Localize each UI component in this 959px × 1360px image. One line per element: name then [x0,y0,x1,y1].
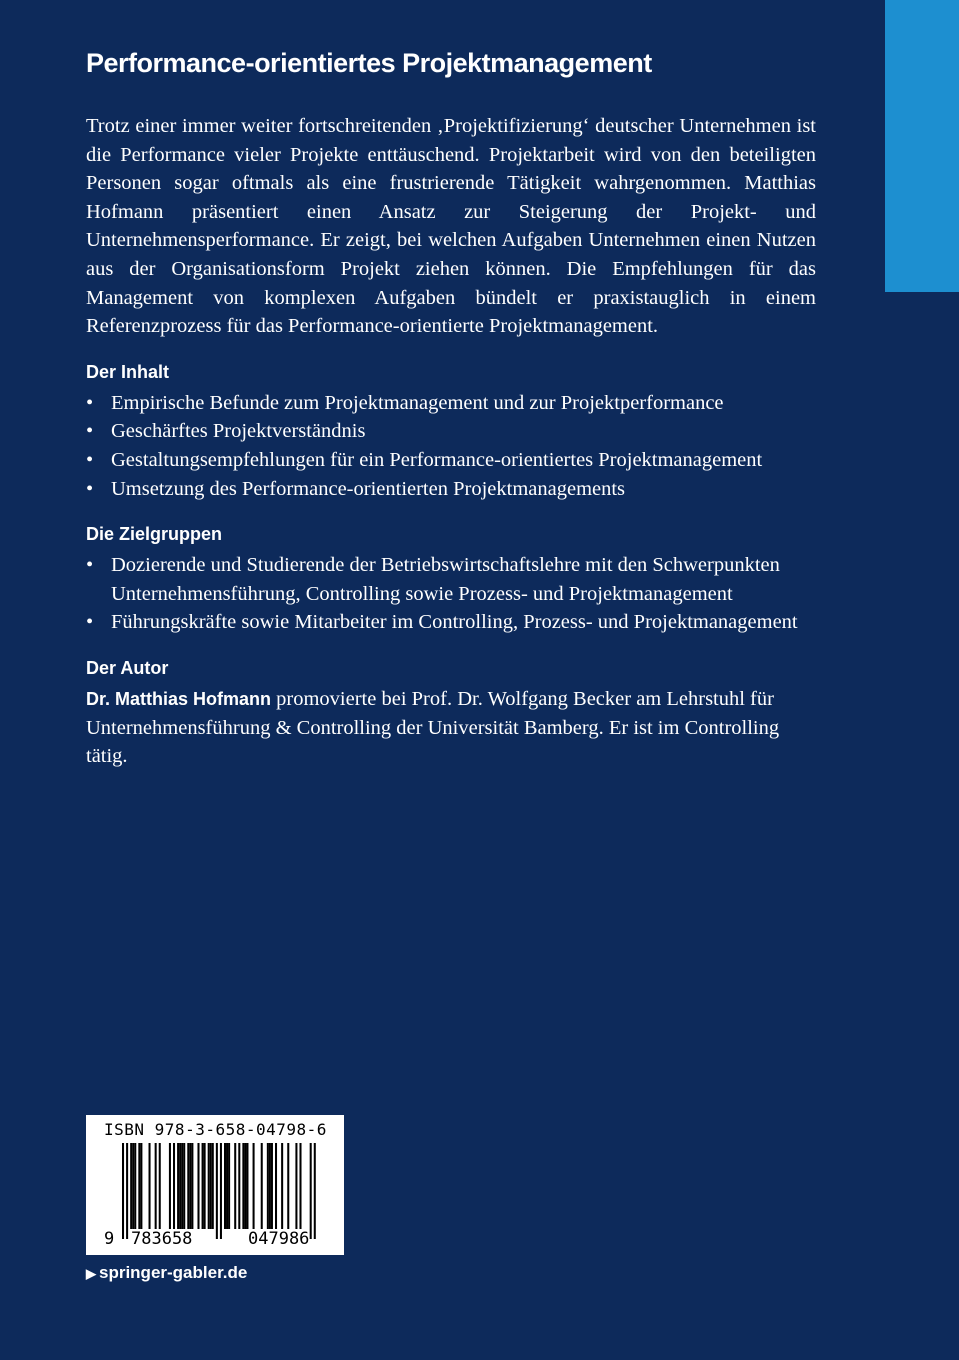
list-item: • Führungskräfte sowie Mitarbeiter im Controlling, Prozess- und Projektmanagement [86,608,816,637]
barcode-bar [177,1143,179,1229]
barcode-bar [212,1143,214,1229]
barcode-bar [228,1143,230,1229]
barcode-bar [281,1143,283,1229]
barcode-bar [181,1143,183,1229]
barcode-bar [210,1143,212,1229]
barcode-bar [242,1143,244,1229]
book-title: Performance-orientiertes Projektmanagement [86,48,652,78]
barcode-bar [287,1143,289,1229]
barcode-bar [169,1143,171,1229]
isbn-label: ISBN 978-3-658-04798-6 [104,1120,327,1139]
section-heading-inhalt: Der Inhalt [86,361,170,382]
barcode-bar [197,1143,199,1229]
barcode-bar [295,1143,297,1229]
barcode-bar [179,1143,181,1229]
barcode-bar [204,1143,206,1229]
spine-accent-bar [885,0,959,292]
barcode-bar [208,1143,210,1229]
barcode-bar [220,1143,222,1239]
barcode-bar [314,1143,316,1239]
barcode-bar [155,1143,157,1229]
list-item: • Gestaltungsempfehlungen für ein Performance-orientiertes Projektmanagement [86,446,816,475]
barcode-bar [271,1143,273,1229]
list-item: • Empirische Befunde zum Projektmanagement und zur Projektperformance [86,389,816,418]
bullet-icon: • [86,554,94,577]
bullet-icon: • [86,477,94,500]
back-cover-content [86,40,816,771]
bullet-icon: • [86,448,94,471]
barcode-bar [310,1143,312,1239]
barcode-bar [261,1143,263,1229]
ean-left-group: 783658 [131,1229,193,1249]
bullet-icon: • [86,611,94,634]
isbn-barcode [86,1115,344,1255]
barcode-bar [126,1143,128,1239]
author-name: Dr. Matthias Hofmann [86,688,272,709]
barcode-bar [253,1143,255,1229]
barcode-bar [191,1143,193,1229]
barcode-bar [189,1143,191,1229]
barcode-bar [159,1143,161,1229]
bullet-icon: • [86,420,94,443]
barcode-bar [234,1143,236,1229]
barcode-bar [275,1143,277,1229]
section-heading-zielgruppen: Die Zielgruppen [86,524,223,545]
zielgruppen-list [86,551,816,637]
barcode-bar [269,1143,271,1229]
barcode-bar [238,1143,240,1229]
list-item: • Dozierende und Studierende der Betriebswirtschaftslehre mit den Schwerpunkten Unternehmensführung, Controlling sowie Prozess- und Projektmanagement [86,551,816,608]
barcode-bar [202,1143,204,1229]
barcode-bar [149,1143,151,1229]
ean-first-digit: 9 [104,1229,115,1249]
list-item: • Geschärftes Projektverständnis [86,417,816,446]
barcode-bar [132,1143,134,1229]
barcode-bar [140,1143,142,1229]
barcode-bar [130,1143,132,1229]
barcode-bar [173,1143,175,1229]
barcode-bar [138,1143,140,1229]
barcode-bar [244,1143,246,1229]
author-bio: Dr. Matthias Hofmann promovierte bei Prof. Dr. Wolfgang Becker am Lehrstuhl für Unternehmensführung & Controlling der Universität Bamberg. Er ist im Controlling tätig. [86,687,780,768]
intro-paragraph: Trotz einer immer weiter fortschreitenden ‚Projektifizierung‘ deutscher Unternehmen ist die Performance vieler Projekte enttäuschend. Projektarbeit wird von den beteiligten Personen sogar oftmals als eine frustrierende Tätigkeit wahrgenommen. Matthias Hofmann präsentiert einen Ansatz zur Steigerung der Projekt- und Unternehmensperformance. Er zeigt, bei welchen Aufgaben Unternehmen einen Nutzen aus der Organisationsform Projekt ziehen können. Die Empfehlungen für das Management von komplexen Aufgaben bündelt er praxistauglich in einem Referenzprozess für das Performance-orientierte Projektmanagement. [86,115,816,338]
barcode-bar [216,1143,218,1239]
barcode-bar [267,1143,269,1229]
barcode-bar [134,1143,136,1229]
publisher-url: springer-gabler.de [99,1263,248,1282]
barcode-bar [187,1143,189,1229]
section-heading-autor: Der Autor [86,657,169,678]
barcode-bar [246,1143,248,1229]
bullet-icon: • [86,391,94,414]
barcode-bar [183,1143,185,1229]
arrow-right-icon: ▶ [86,1266,96,1281]
list-item: • Umsetzung des Performance-orientierten Projektmanagements [86,475,816,504]
barcode-bar [122,1143,124,1239]
ean-right-group: 047986 [248,1229,310,1249]
inhalt-list [86,389,816,503]
publisher-link[interactable] [86,1263,247,1283]
barcode-bar [224,1143,226,1229]
barcode-bar [299,1143,301,1229]
barcode-bar [226,1143,228,1229]
